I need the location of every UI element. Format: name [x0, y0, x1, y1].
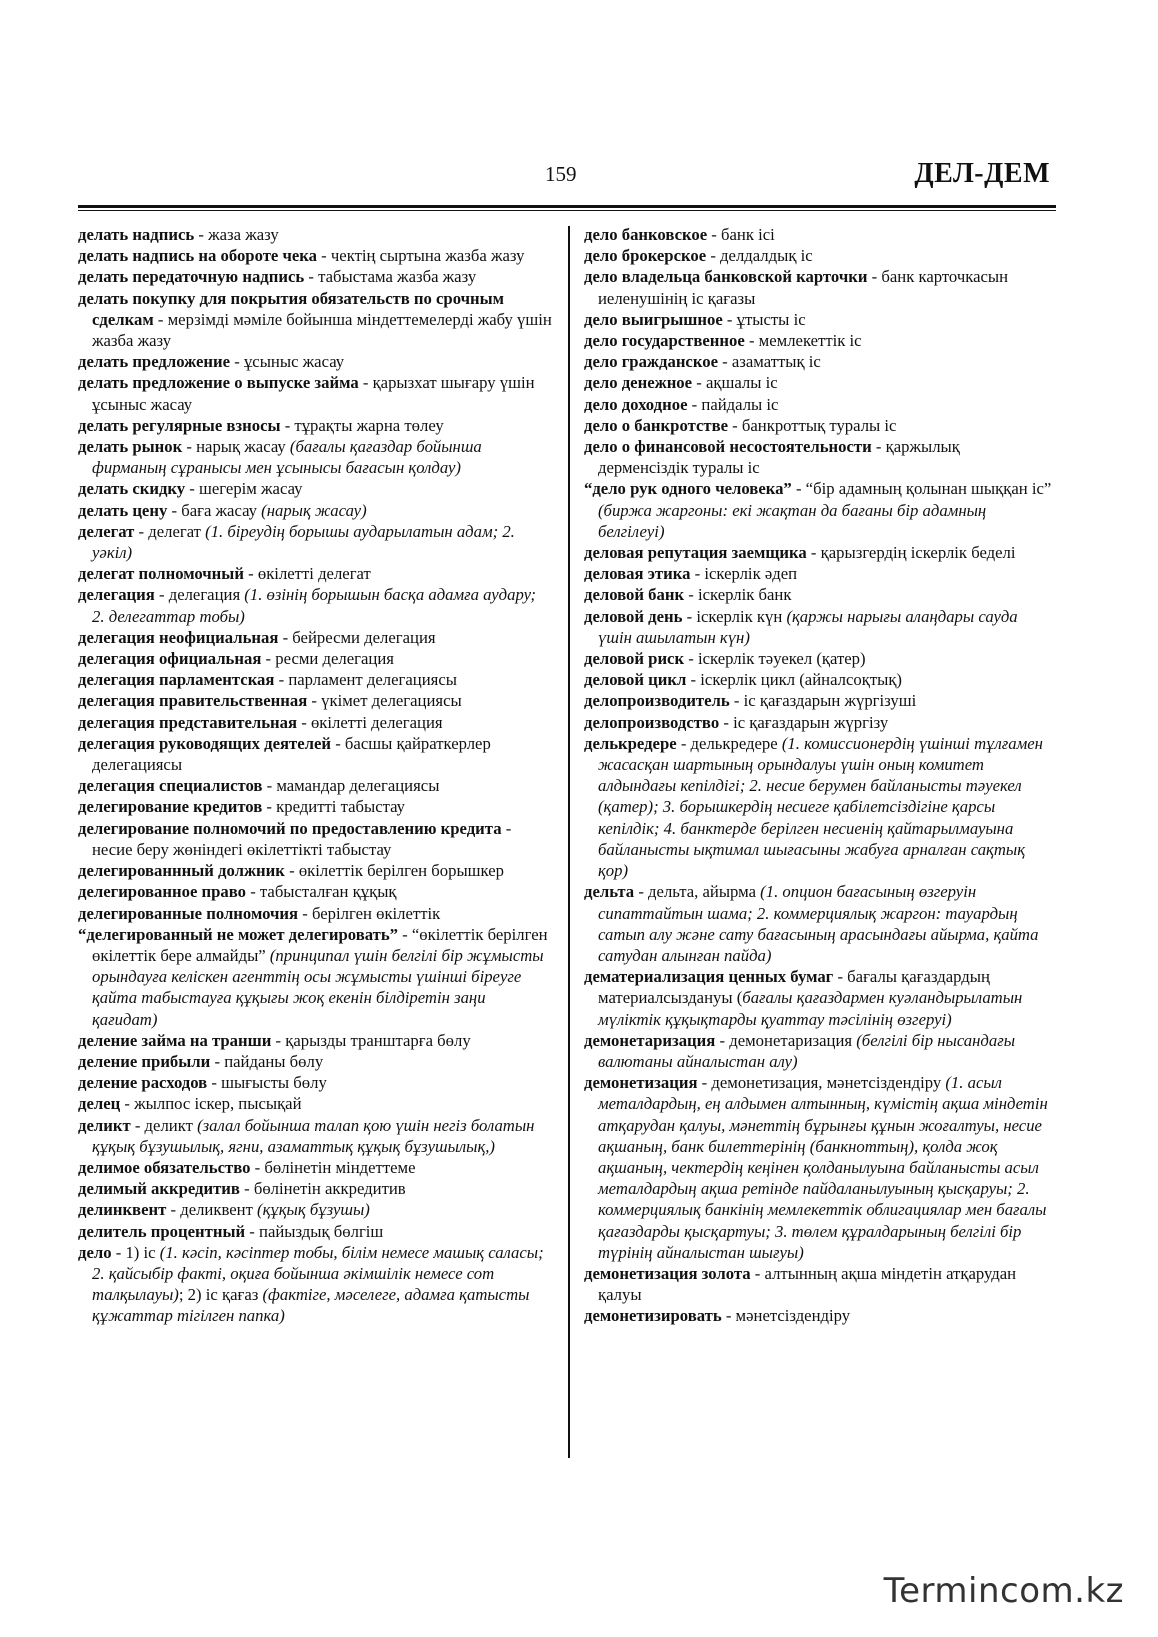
dictionary-entry — [78, 500, 552, 521]
dictionary-entry — [584, 224, 1054, 245]
dictionary-entry — [78, 1178, 552, 1199]
dictionary-entry — [78, 563, 552, 584]
entry-headword: делать надпись — [78, 225, 195, 244]
entry-translation: - деликвент — [166, 1200, 258, 1220]
entry-headword: деление прибыли — [78, 1051, 211, 1071]
entry-headword: делегированное право — [78, 882, 247, 902]
entry-headword: делегация специалистов — [78, 776, 263, 796]
dictionary-entry — [78, 669, 552, 690]
entry-translation: - ресми делегация — [261, 649, 394, 669]
entry-translation: - ақшалы іс — [692, 373, 778, 393]
entry-headword: дело брокерское — [584, 246, 707, 266]
entry-headword: делопроизводитель — [584, 691, 730, 711]
entry-headword: демонетизация — [584, 1073, 698, 1093]
entry-translation: - басшы қайраткерлер делегациясы — [92, 733, 491, 775]
dictionary-entry — [78, 372, 552, 414]
entry-headword: дело — [78, 1242, 112, 1262]
dictionary-entry — [584, 1263, 1054, 1305]
dictionary-entry — [78, 924, 552, 1030]
entry-note: (белгілі бір нысандағы валютаны айналыстан алу) — [598, 1030, 1016, 1071]
entry-translation: ; 2) іс қағаз — [178, 1285, 263, 1305]
entry-headword: демонетаризация — [584, 1030, 716, 1050]
entry-headword: делать передаточную надпись — [78, 267, 305, 287]
entry-translation: - іскерлік әдеп — [690, 564, 798, 584]
dictionary-entry — [584, 712, 1054, 733]
entry-translation: - қарызды транштарға бөлу — [271, 1030, 471, 1050]
dictionary-entry — [584, 584, 1054, 605]
dictionary-entry — [584, 351, 1054, 372]
dictionary-entry — [78, 1030, 552, 1051]
dictionary-entry — [78, 245, 552, 266]
entry-translation: - дельта, айырма — [634, 882, 761, 902]
entry-translation: - пайдалы іс — [687, 394, 779, 414]
entry-translation: - берілген өкілеттік — [298, 903, 441, 923]
entry-translation: - іскерлік күн — [682, 606, 787, 626]
entry-headword: дематериализация ценных бумаг — [584, 967, 834, 987]
entry-note: бағалы қағаздармен куәландырылатын мүліктік құқықтарды қуаттау тәсілінің өзгеруі) — [598, 988, 1023, 1029]
entry-translation: - несие беру жөніндегі өкілеттікті табыстау — [92, 818, 512, 859]
dictionary-entry — [584, 1305, 1054, 1326]
dictionary-entry — [78, 733, 552, 775]
dictionary-entry — [584, 478, 1054, 542]
entry-translation: - алтынның ақша міндетін атқарудан қалуы — [598, 1263, 1017, 1305]
entry-headword: делегация представительная — [78, 712, 298, 732]
dictionary-entry — [584, 372, 1054, 393]
entry-translation: - банк ісі — [707, 225, 775, 244]
dictionary-entry — [584, 1030, 1054, 1072]
entry-translation: - шегерім жасау — [185, 479, 303, 499]
dictionary-entry — [78, 1242, 552, 1327]
entry-translation: - шығысты бөлу — [207, 1073, 327, 1093]
entry-translation: - бағалы қағаздардың материалсыздануы ( — [598, 967, 990, 1008]
entry-translation: - қаржылық дерменсіздік туралы іс — [598, 437, 960, 478]
dictionary-entry — [584, 648, 1054, 669]
dictionary-entry — [78, 690, 552, 711]
entry-translation: - іскерлік цикл (айналсоқтық) — [686, 670, 902, 690]
entry-headword: делать предложение о выпуске займа — [78, 373, 359, 393]
entry-translation: - банкроттық туралы іс — [728, 415, 897, 435]
entry-headword: делимый аккредитив — [78, 1179, 240, 1199]
entry-headword: делегация официальная — [78, 649, 262, 669]
entry-translation: - қарызхат шығару үшін ұсыныс жасау — [92, 373, 535, 414]
entry-headword: делать надпись на обороте чека — [78, 246, 317, 266]
dictionary-entry — [584, 563, 1054, 584]
entry-headword: делопроизводство — [584, 712, 720, 732]
entry-headword: деловой риск — [584, 649, 685, 669]
entry-translation: - деликт — [130, 1115, 198, 1135]
entry-translation: - өкілетті делегат — [243, 564, 371, 584]
entry-translation: - “өкілеттік берілген өкілеттік бере алмайды” — [92, 924, 548, 965]
entry-headword: делегированнный должник — [78, 861, 285, 881]
dictionary-entry — [584, 415, 1054, 436]
entry-translation: - азаматтық іс — [717, 352, 821, 372]
page-number: 159 — [545, 162, 577, 186]
entry-note: (1. кәсіп, кәсіптер тобы, білім немесе машық саласы; 2. қайсыбір факті, оқиға бойынша әкімшілік немесе сот талқылауы) — [92, 1242, 544, 1305]
entry-headword: деление займа на транши — [78, 1030, 272, 1050]
entry-translation: - делькредере — [676, 733, 782, 753]
entry-translation: - чектің сыртына жазба жазу — [317, 246, 525, 266]
entry-headword: дело денежное — [584, 373, 693, 393]
dictionary-entry — [78, 860, 552, 881]
entry-translation: - өкілеттік берілген борышкер — [284, 861, 504, 881]
entry-headword: дело выигрышное — [584, 309, 723, 329]
entry-note: (1. комиссионердің үшінші тұлғамен жасасқан шартының орындалуы үшін оның комитет алдындағы кепілдігі; 2. несие берумен байланысты тәуекел (қатер); 3. борышкердің несиеге қабілетсіздігіне қарсы кепілдік; 4. банктерде берілген несиенің қайтарылмауына байланысты ықтимал шығасыны жабуға арналған сақтық қор) — [598, 733, 1043, 881]
entry-headword: делегирование кредитов — [78, 797, 263, 817]
dictionary-entry — [78, 1072, 552, 1093]
entry-headword: делимое обязательство — [78, 1157, 251, 1177]
dictionary-entry — [78, 1199, 552, 1220]
entry-headword: деловая этика — [584, 564, 691, 584]
entry-translation: - делегация — [154, 585, 245, 605]
left-column — [78, 224, 552, 1327]
entry-headword: делегирование полномочий по предоставлению кредита — [78, 818, 502, 838]
dictionary-entry — [78, 796, 552, 817]
entry-headword: демонетизация золота — [584, 1263, 751, 1283]
entry-translation: - іс қағаздарын жүргізу — [719, 712, 889, 732]
entry-headword: “дело рук одного человека” — [584, 479, 792, 499]
running-head: ДЕЛ-ДЕМ — [914, 158, 1050, 189]
dictionary-entry — [584, 1072, 1054, 1263]
dictionary-entry — [78, 584, 552, 626]
entry-translation: - делегат — [134, 521, 206, 541]
entry-note: (1. біреудің борышы аударылатын адам; 2. уәкіл) — [92, 521, 515, 563]
entry-translation: - ұтысты іс — [722, 309, 806, 329]
entry-headword: дело доходное — [584, 394, 688, 414]
entry-translation: - делдалдық іс — [706, 246, 813, 266]
dictionary-entry — [584, 669, 1054, 690]
dictionary-entry — [78, 415, 552, 436]
entry-note: (нарық жасау) — [261, 500, 367, 520]
dictionary-entry — [78, 521, 552, 563]
dictionary-entry — [78, 266, 552, 287]
entry-headword: дело владельца банковской карточки — [584, 267, 868, 287]
entry-translation: - пайыздық бөлгіш — [245, 1221, 384, 1241]
entry-translation: - мемлекеттік іс — [744, 331, 862, 351]
entry-headword: делегация — [78, 585, 155, 605]
dictionary-entry — [78, 351, 552, 372]
header-rule-thick — [78, 205, 1056, 208]
dictionary-entry — [78, 478, 552, 499]
entry-translation: - мәнетсіздендіру — [721, 1306, 851, 1326]
entry-translation: - мерзімді мәміле бойынша міндеттемелерді жабу үшін жазба жазу — [92, 309, 552, 351]
entry-headword: дело государственное — [584, 331, 745, 351]
entry-translation: - іскерлік банк — [684, 585, 792, 605]
entry-translation: - табысталған құқық — [246, 882, 397, 902]
entry-note: (құқық бұзушы) — [257, 1200, 370, 1220]
entry-translation: - демонетизация, мәнетсіздендіру — [697, 1073, 946, 1093]
entry-translation: - парламент делегациясы — [274, 670, 457, 690]
entry-translation: - бейресми делегация — [278, 627, 436, 647]
dictionary-entry — [584, 542, 1054, 563]
entry-headword: деловая репутация заемщика — [584, 543, 807, 563]
entry-headword: делегация руководящих деятелей — [78, 733, 332, 753]
dictionary-entry — [78, 881, 552, 902]
entry-headword: делец — [78, 1094, 121, 1114]
entry-headword: дело гражданское — [584, 352, 718, 372]
entry-note: (1. асыл металдардың, ең алдымен алтынның, күмістің ақша міндетін атқарудан қалуы, мәнеттің бұрынғы құнын жоғалтуы, несие ақшаның, банк билеттерінің (банкноттың), қолда жоқ ақшаның, чектердің кеңінен қолданылуына байланысты асыл металдардың ақша ретінде пайдаланылуының қысқаруы; 2. коммерциялық банкінің мемлекеттік облигациялар мен бағалы қағаздарды қысқартуы; 3. төлем құралдарының белгілі бір түрінің айналыстан шығуы) — [598, 1073, 1048, 1262]
entry-headword: делать скидку — [78, 479, 186, 499]
dictionary-entry — [584, 330, 1054, 351]
entry-translation: - баға жасау — [167, 500, 262, 520]
entry-note: (бағалы қағаздар бойынша фирманың сұранысы мен ұсынысы бағасын қолдау) — [92, 437, 482, 478]
dictionary-entry — [78, 775, 552, 796]
entry-note: (1. опцион бағасының өзгеруін сипаттайтын шама; 2. коммерциялық жаргон: тауардың сатып алу және сату бағасының арасындағы айырма, қайта сатудан алынған пайда) — [598, 882, 1039, 965]
dictionary-entry — [584, 606, 1054, 648]
entry-headword: деловой цикл — [584, 670, 687, 690]
entry-headword: дело о финансовой несостоятельности — [584, 437, 872, 457]
entry-headword: делать регулярные взносы — [78, 415, 281, 435]
entry-note: (фактіге, мәселеге, адамға қатысты құжаттар тігілген папка) — [92, 1285, 530, 1326]
entry-headword: дельта — [584, 882, 635, 902]
entry-translation: - ұсыныс жасау — [230, 352, 345, 372]
dictionary-entry — [584, 309, 1054, 330]
dictionary-entry — [78, 818, 552, 860]
entry-headword: делать покупку для покрытия обязательств по срочным сделкам — [78, 288, 505, 329]
dictionary-entry — [78, 1093, 552, 1114]
entry-headword: деловой день — [584, 606, 683, 626]
right-column — [584, 224, 1054, 1327]
entry-note: (биржа жаргоны: екі жақтан да бағаны бір адамның белгілеуі) — [598, 500, 987, 541]
entry-headword: делинквент — [78, 1200, 167, 1220]
entry-translation: - қарызгердің іскерлік беделі — [806, 543, 1016, 563]
entry-translation: - “бір адамның қолынан шыққан іс” — [791, 479, 1052, 499]
entry-headword: делегированные полномочия — [78, 903, 299, 923]
dictionary-entry — [584, 690, 1054, 711]
dictionary-entry — [584, 881, 1054, 966]
entry-headword: делегат — [78, 521, 135, 541]
dictionary-entry — [584, 733, 1054, 881]
entry-translation: - бөлінетін аккредитив — [239, 1179, 406, 1199]
entry-headword: деликт — [78, 1115, 131, 1135]
entry-note: (1. өзінің борышын басқа адамға аудару; 2. делегаттар тобы) — [92, 585, 536, 626]
column-divider — [568, 226, 570, 1458]
entry-translation: - мамандар делегациясы — [262, 776, 440, 796]
entry-translation: - демонетаризация — [715, 1030, 857, 1050]
entry-headword: делать рынок — [78, 437, 183, 457]
dictionary-entry — [78, 1221, 552, 1242]
entry-headword: делегат полномочный — [78, 564, 244, 584]
entry-translation: - үкімет делегациясы — [307, 691, 462, 711]
entry-translation: - бөлінетін міндеттеме — [250, 1157, 416, 1177]
entry-headword: делать предложение — [78, 352, 231, 372]
entry-headword: делегация парламентская — [78, 670, 275, 690]
dictionary-entry — [78, 1115, 552, 1157]
dictionary-entry — [78, 712, 552, 733]
entry-note: (принципал үшін белгілі бір жұмысты орындауға келіскен агенттің осы жұмысты үшінші біреуге қайта табыстауға құқығы жоқ екенін білдіретін заңи қағидат) — [92, 945, 544, 1029]
entry-translation: - 1) іс — [111, 1242, 160, 1262]
entry-translation: - жаза жазу — [194, 225, 279, 244]
termincom-logo: Termincom.kz — [883, 1571, 1124, 1611]
entry-translation: - банк карточкасын иеленушінің іс қағазы — [598, 267, 1009, 308]
entry-note: (залал бойынша талап қою үшін негіз болатын құқық бұзушылық, ягни, азаматтық құқық бұзушылық,) — [92, 1115, 535, 1156]
dictionary-entry — [78, 903, 552, 924]
dictionary-entry — [78, 224, 552, 245]
entry-headword: делитель процентный — [78, 1221, 246, 1241]
entry-translation: - жылпос іскер, пысықай — [120, 1094, 302, 1114]
entry-translation: - кредитті табыстау — [262, 797, 406, 817]
entry-translation: - нарық жасау — [182, 437, 290, 457]
dictionary-entry — [584, 966, 1054, 1030]
entry-headword: делькредере — [584, 733, 677, 753]
entry-headword: дело банковское — [584, 225, 708, 244]
entry-translation: - іс қағаздарын жүргізуші — [729, 691, 917, 711]
dictionary-entry — [584, 245, 1054, 266]
entry-headword: делать цену — [78, 500, 168, 520]
entry-headword: дело о банкротстве — [584, 415, 728, 435]
entry-headword: делегация правительственная — [78, 691, 308, 711]
dictionary-entry — [78, 648, 552, 669]
entry-headword: делегация неофициальная — [78, 627, 279, 647]
dictionary-entry — [78, 1157, 552, 1178]
dictionary-entry — [78, 627, 552, 648]
dictionary-entry — [584, 436, 1054, 478]
entry-headword: деление расходов — [78, 1073, 208, 1093]
entry-headword: “делегированный не может делегировать” — [78, 924, 398, 944]
entry-translation: - табыстама жазба жазу — [304, 267, 477, 287]
entry-note: (қаржы нарығы алаңдары сауда үшін ашылатын күн) — [598, 606, 1018, 647]
entry-translation: - тұрақты жарна төлеу — [280, 415, 444, 435]
dictionary-entry — [584, 394, 1054, 415]
entry-translation: - өкілетті делегация — [297, 712, 443, 732]
entry-headword: демонетизировать — [584, 1306, 722, 1326]
dictionary-entry — [78, 288, 552, 352]
dictionary-entry — [78, 436, 552, 478]
entry-translation: - іскерлік тәуекел (қатер) — [684, 649, 866, 669]
header-rule-thin — [78, 210, 1056, 211]
dictionary-entry — [78, 1051, 552, 1072]
dictionary-entry — [584, 266, 1054, 308]
entry-headword: деловой банк — [584, 585, 685, 605]
entry-translation: - пайданы бөлу — [210, 1051, 324, 1071]
